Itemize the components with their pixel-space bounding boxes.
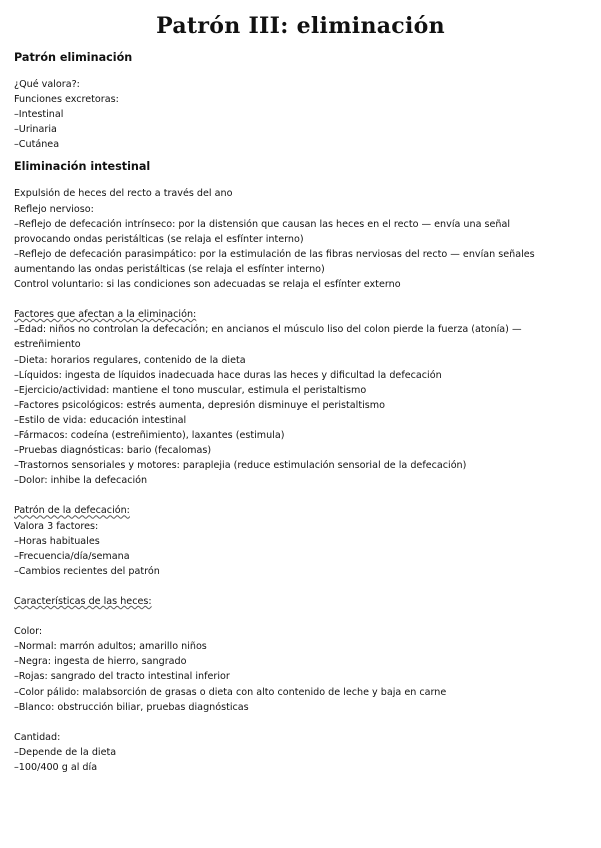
list-item: –Ejercicio/actividad: mantiene el tono muscular, estimula el peristaltismo <box>14 384 367 396</box>
text-line: Expulsión de heces del recto a través del ano <box>14 188 233 200</box>
list-item: –Normal: marrón adultos; amarillo niños <box>14 641 207 653</box>
list-item: –Blanco: obstrucción biliar, pruebas diagnósticas <box>14 701 249 713</box>
list-item: –Urinaria <box>14 124 57 136</box>
section-heading-patron-eliminacion: Patrón eliminación <box>14 51 133 64</box>
list-item: –Negra: ingesta de hierro, sangrado <box>14 656 187 668</box>
text-line: aumentando las ondas peristálticas (se relaja el esfínter interno) <box>14 263 325 275</box>
text-line: provocando ondas peristálticas (se relaja el esfínter interno) <box>14 233 304 245</box>
list-item: –Dolor: inhibe la defecación <box>14 475 148 487</box>
list-item: –Fármacos: codeína (estreñimiento), laxantes (estimula) <box>14 429 285 441</box>
list-item: –Cutánea <box>14 139 60 151</box>
list-item: –Color pálido: malabsorción de grasas o dieta con alto contenido de leche y baja en carne <box>14 686 447 698</box>
list-item: –Factores psicológicos: estrés aumenta, depresión disminuye el peristaltismo <box>14 399 385 411</box>
pattern-heading: Patrón de la defecación: <box>14 505 130 517</box>
list-item: –Estilo de vida: educación intestinal <box>14 414 187 426</box>
list-item: –Pruebas diagnósticas: bario (fecalomas) <box>14 445 212 457</box>
spacer <box>14 488 587 503</box>
list-item: –Intestinal <box>14 109 64 121</box>
characteristics-heading: Características de las heces: <box>14 596 152 607</box>
list-item: –Reflejo de defecación parasimpático: por la estimulación de las fibras nerviosas del recto — envían señales <box>14 248 535 260</box>
list-item: –Reflejo de defecación intrínseco: por la distensión que causan las heces en el recto — envía una señal <box>14 218 511 230</box>
spacer <box>14 579 587 594</box>
list-item: –Dieta: horarios regulares, contenido de la dieta <box>14 354 246 366</box>
list-item: –Horas habituales <box>14 535 100 547</box>
list-item: –Trastornos sensoriales y motores: paraplejia (reduce estimulación sensorial de la defecación) <box>14 460 467 472</box>
text-line: ¿Qué valora?: <box>14 79 80 90</box>
quantity-label: Cantidad: <box>14 731 61 743</box>
spacer <box>14 292 587 307</box>
text-line: Valora 3 factores: <box>14 520 99 532</box>
color-label: Color: <box>14 626 43 638</box>
text-line: Reflejo nervioso: <box>14 203 94 215</box>
text-line: Control voluntario: si las condiciones son adecuadas se relaja el esfínter externo <box>14 279 401 291</box>
text-line: Funciones excretoras: <box>14 94 119 106</box>
text-line: estreñimiento <box>14 339 81 351</box>
list-item: –100/400 g al día <box>14 762 98 774</box>
list-item: –Depende de la dieta <box>14 746 117 758</box>
spacer <box>14 715 587 730</box>
factors-heading: Factores que afectan a la eliminación: <box>14 309 197 321</box>
list-item: –Cambios recientes del patrón <box>14 565 160 577</box>
spacer <box>14 609 587 624</box>
list-item: –Edad: niños no controlan la defecación; en ancianos el músculo liso del colon pierde la fuerza (atonía) — <box>14 324 522 336</box>
page-title: Patrón III: eliminación <box>156 13 445 39</box>
section-heading-eliminacion-intestinal: Eliminación intestinal <box>14 160 151 174</box>
list-item: –Rojas: sangrado del tracto intestinal inferior <box>14 671 230 683</box>
list-item: –Frecuencia/día/semana <box>14 550 130 562</box>
spacer <box>14 152 587 159</box>
list-item: –Líquidos: ingesta de líquidos inadecuada hace duras las heces y dificultad la defecación <box>14 369 442 381</box>
